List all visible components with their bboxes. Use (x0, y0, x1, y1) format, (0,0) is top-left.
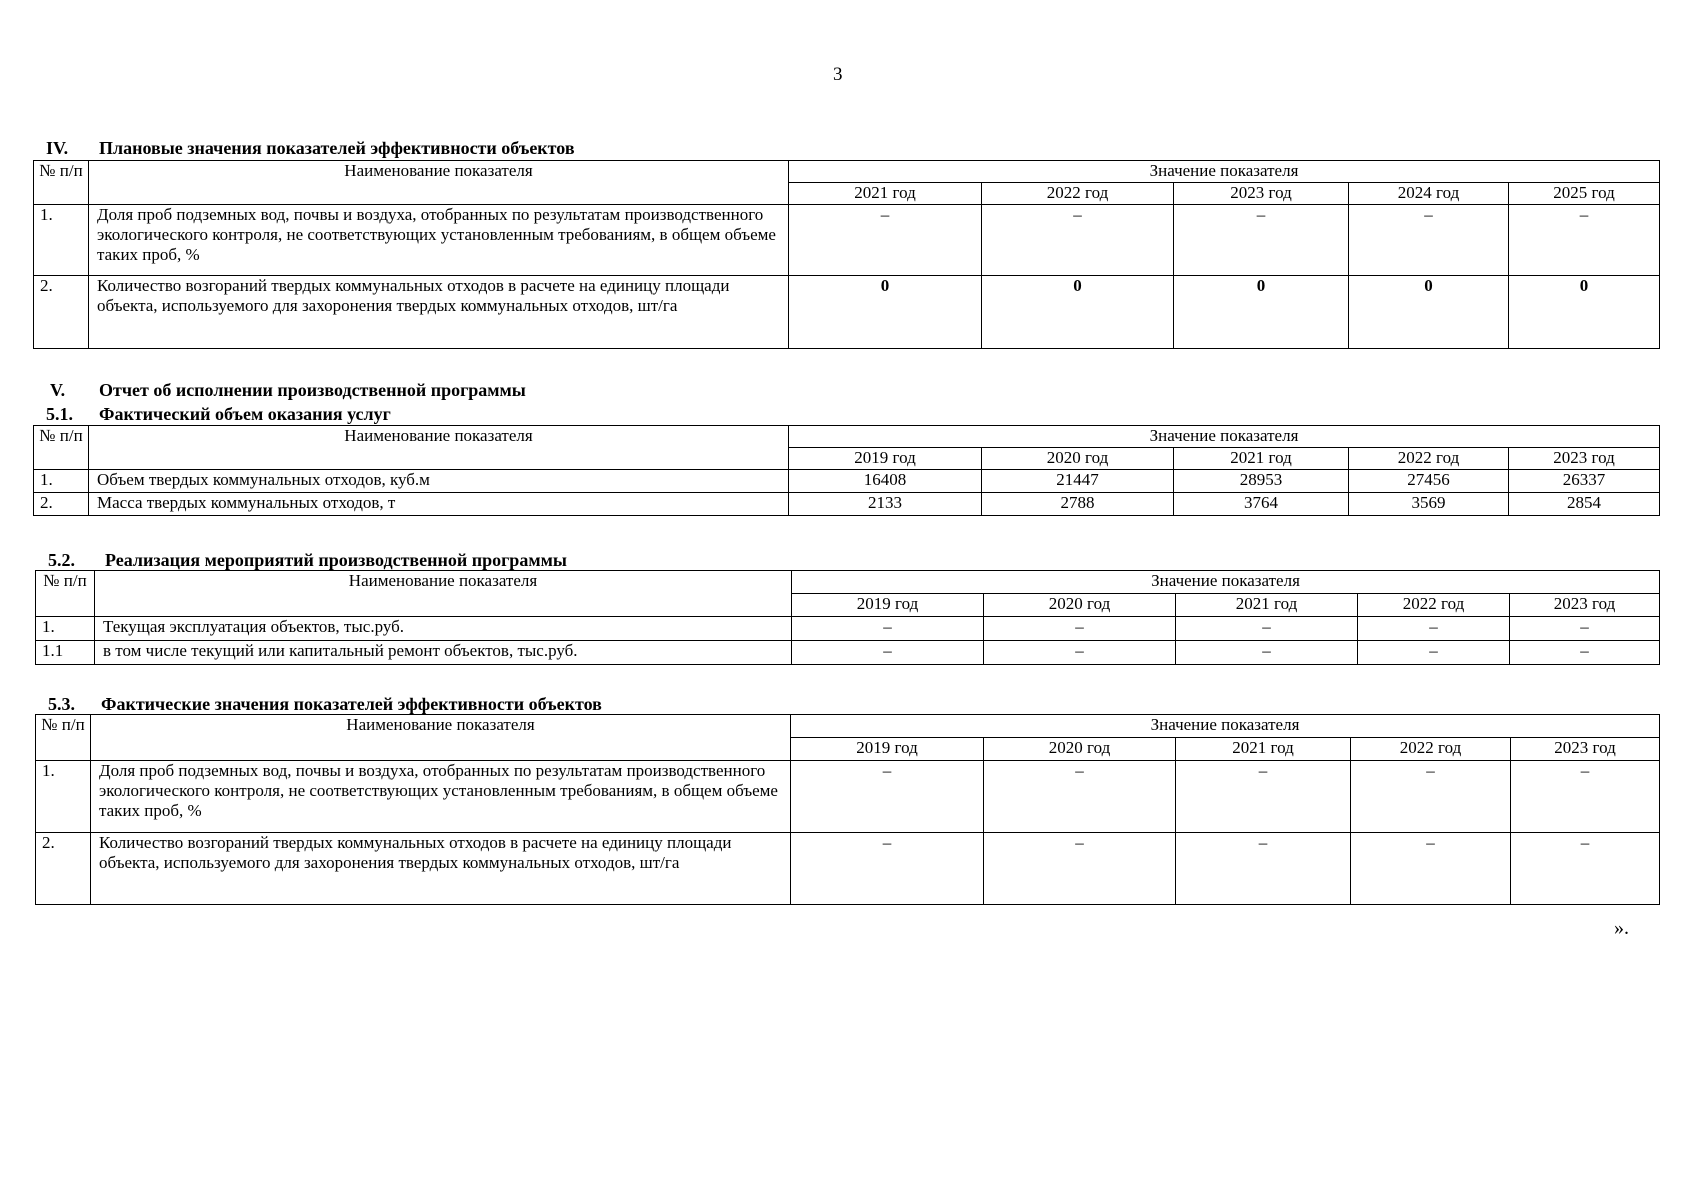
plan-indicators-table (33, 160, 1660, 349)
table-row (36, 617, 1660, 641)
value-cell: – (1511, 833, 1660, 905)
year-header: 2019 год (789, 448, 982, 470)
value-cell: 0 (982, 276, 1174, 349)
value-cell: – (792, 641, 984, 665)
year-header: 2021 год (1174, 448, 1349, 470)
page-number: 3 (833, 64, 843, 85)
closing-quote-mark: ». (1614, 917, 1629, 939)
value-cell: – (1510, 617, 1660, 641)
value-cell: – (1510, 641, 1660, 665)
year-header: 2024 год (1349, 183, 1509, 205)
year-header: 2022 год (1358, 594, 1510, 617)
section-title: Фактический объем оказания услуг (99, 404, 391, 424)
col-header-name: Наименование показателя (91, 715, 791, 761)
value-cell: – (1176, 833, 1351, 905)
section-title: Отчет об исполнении производственной программы (99, 380, 526, 400)
section-5-heading (50, 380, 526, 401)
actual-indicators-table (35, 714, 1660, 905)
value-cell: – (791, 833, 984, 905)
col-header-num: № п/п (36, 571, 95, 617)
value-cell: – (1349, 205, 1509, 276)
indicator-name: Объем твердых коммунальных отходов, куб.м (89, 470, 789, 493)
row-number: 2. (34, 493, 89, 516)
value-cell: – (984, 761, 1176, 833)
col-header-group: Значение показателя (791, 715, 1660, 738)
year-header: 2025 год (1509, 183, 1660, 205)
value-cell: 0 (1509, 276, 1660, 349)
value-cell: 16408 (789, 470, 982, 493)
table-row (34, 470, 1660, 493)
value-cell: 0 (1349, 276, 1509, 349)
value-cell: – (1358, 617, 1510, 641)
program-measures-table (35, 570, 1660, 665)
value-cell: – (1511, 761, 1660, 833)
value-cell: 28953 (1174, 470, 1349, 493)
section-number: 5.1. (46, 404, 73, 424)
year-header: 2021 год (789, 183, 982, 205)
value-cell: – (984, 617, 1176, 641)
table-row (34, 205, 1660, 276)
section-number: 5.2. (48, 550, 75, 570)
section-5-1-heading (46, 404, 391, 425)
year-header: 2023 год (1511, 738, 1660, 761)
section-5-3-heading (48, 694, 602, 715)
value-cell: 27456 (1349, 470, 1509, 493)
value-cell: – (982, 205, 1174, 276)
col-header-name: Наименование показателя (95, 571, 792, 617)
indicator-name: Масса твердых коммунальных отходов, т (89, 493, 789, 516)
section-number: 5.3. (48, 694, 75, 714)
indicator-name: Текущая эксплуатация объектов, тыс.руб. (95, 617, 792, 641)
indicator-name: Количество возгораний твердых коммунальных отходов в расчете на единицу площади объекта, используемого для захоронения твердых коммунальных отходов, шт/га (89, 276, 789, 349)
year-header: 2021 год (1176, 594, 1358, 617)
col-header-group: Значение показателя (789, 161, 1660, 183)
year-header: 2020 год (984, 594, 1176, 617)
table-row (34, 493, 1660, 516)
section-title: Фактические значения показателей эффективности объектов (101, 694, 602, 714)
section-number: V. (50, 380, 66, 400)
value-cell: 0 (1174, 276, 1349, 349)
year-header: 2019 год (791, 738, 984, 761)
value-cell: – (1351, 833, 1511, 905)
col-header-group: Значение показателя (792, 571, 1660, 594)
indicator-name: Доля проб подземных вод, почвы и воздуха, отобранных по результатам производственного экологического контроля, не соответствующих установленным требованиям, в общем объеме таких проб, % (91, 761, 791, 833)
table-row (34, 276, 1660, 349)
indicator-name: Доля проб подземных вод, почвы и воздуха, отобранных по результатам производственного экологического контроля, не соответствующих установленным требованиям, в общем объеме таких проб, % (89, 205, 789, 276)
year-header: 2022 год (1351, 738, 1511, 761)
year-header: 2023 год (1174, 183, 1349, 205)
value-cell: 3569 (1349, 493, 1509, 516)
value-cell: 3764 (1174, 493, 1349, 516)
value-cell: 21447 (982, 470, 1174, 493)
row-number: 1. (34, 470, 89, 493)
section-title: Реализация мероприятий производственной программы (105, 550, 567, 570)
value-cell: – (1509, 205, 1660, 276)
value-cell: 2133 (789, 493, 982, 516)
section-number: IV. (46, 138, 69, 158)
year-header: 2022 год (1349, 448, 1509, 470)
col-header-group: Значение показателя (789, 426, 1660, 448)
value-cell: 2788 (982, 493, 1174, 516)
value-cell: – (1176, 761, 1351, 833)
col-header-num: № п/п (34, 426, 89, 470)
row-number: 1. (36, 617, 95, 641)
value-cell: 2854 (1509, 493, 1660, 516)
year-header: 2020 год (982, 448, 1174, 470)
col-header-name: Наименование показателя (89, 161, 789, 205)
section-5-2-heading (48, 550, 567, 571)
year-header: 2022 год (982, 183, 1174, 205)
col-header-num: № п/п (36, 715, 91, 761)
year-header: 2021 год (1176, 738, 1351, 761)
table-row (36, 761, 1660, 833)
table-row (36, 833, 1660, 905)
col-header-num: № п/п (34, 161, 89, 205)
row-number: 1.1 (36, 641, 95, 665)
value-cell: – (1176, 617, 1358, 641)
col-header-name: Наименование показателя (89, 426, 789, 470)
row-number: 2. (34, 276, 89, 349)
row-number: 1. (36, 761, 91, 833)
row-number: 1. (34, 205, 89, 276)
value-cell: – (1174, 205, 1349, 276)
year-header: 2020 год (984, 738, 1176, 761)
value-cell: – (792, 617, 984, 641)
indicator-name: в том числе текущий или капитальный ремонт объектов, тыс.руб. (95, 641, 792, 665)
value-cell: – (1176, 641, 1358, 665)
value-cell: – (791, 761, 984, 833)
value-cell: 26337 (1509, 470, 1660, 493)
value-cell: – (789, 205, 982, 276)
value-cell: – (1351, 761, 1511, 833)
value-cell: – (1358, 641, 1510, 665)
value-cell: 0 (789, 276, 982, 349)
indicator-name: Количество возгораний твердых коммунальных отходов в расчете на единицу площади объекта, используемого для захоронения твердых коммунальных отходов, шт/га (91, 833, 791, 905)
value-cell: – (984, 641, 1176, 665)
section-title: Плановые значения показателей эффективности объектов (99, 138, 575, 158)
year-header: 2019 год (792, 594, 984, 617)
row-number: 2. (36, 833, 91, 905)
value-cell: – (984, 833, 1176, 905)
year-header: 2023 год (1510, 594, 1660, 617)
year-header: 2023 год (1509, 448, 1660, 470)
section-4-heading (46, 138, 575, 159)
table-row (36, 641, 1660, 665)
service-volume-table (33, 425, 1660, 516)
